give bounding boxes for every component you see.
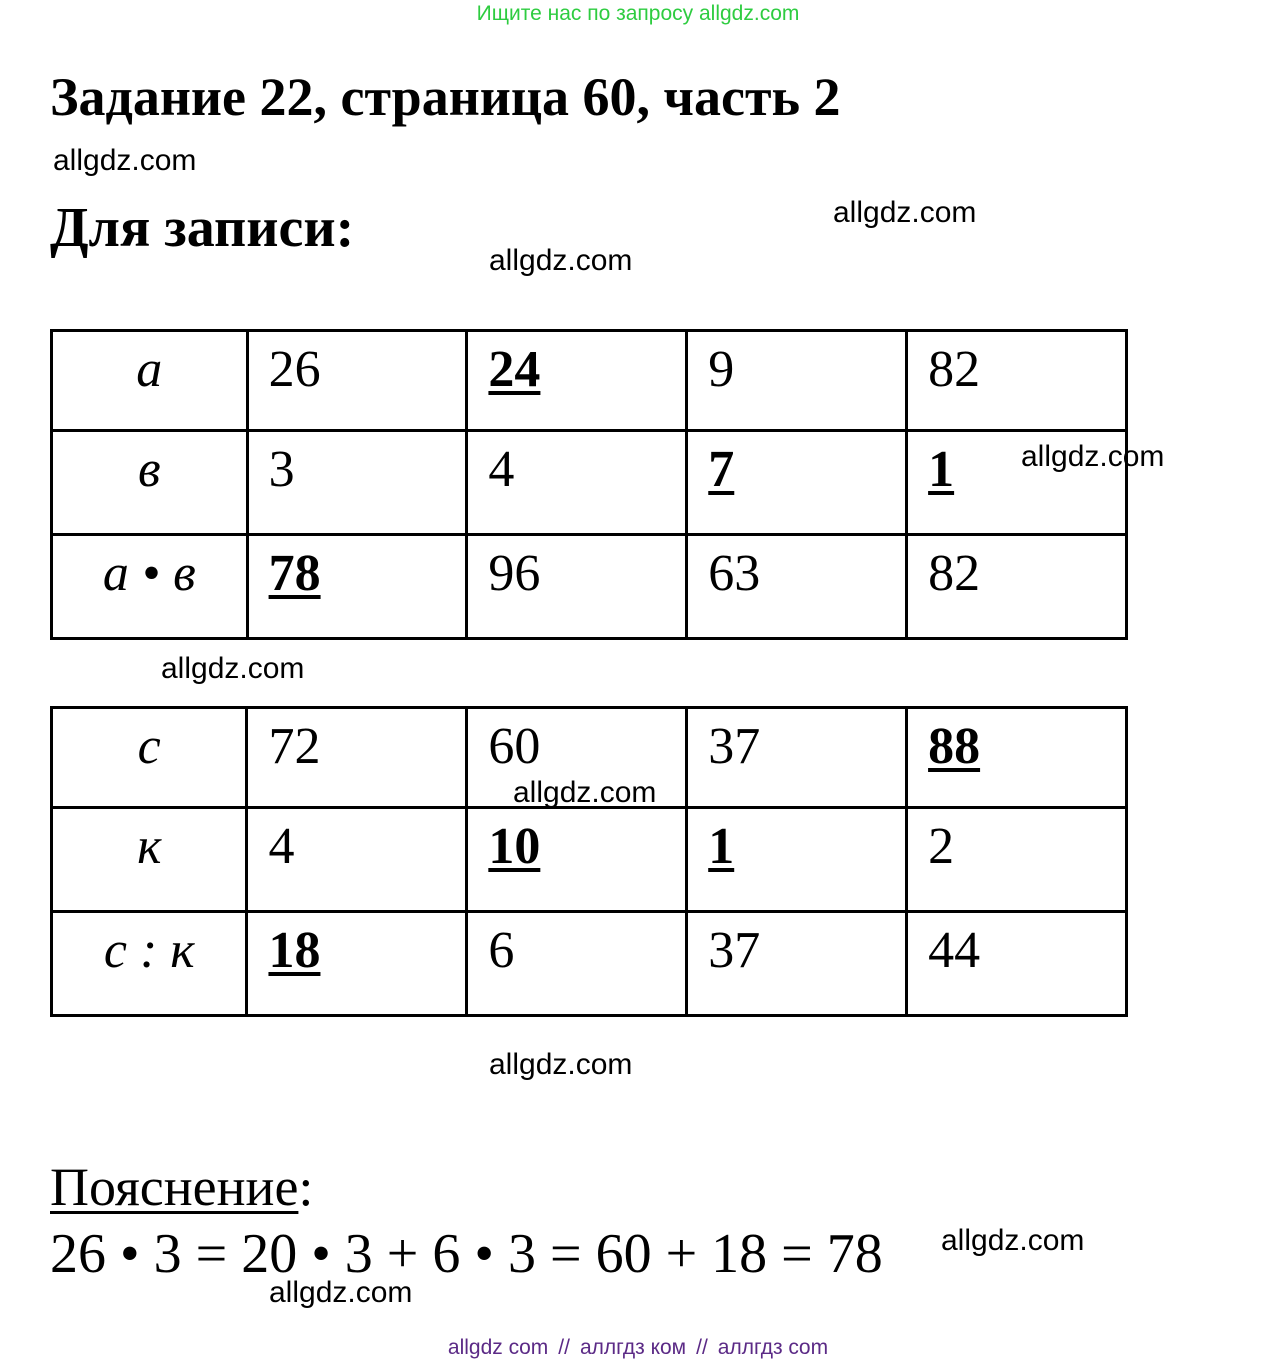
table-cell — [247, 708, 467, 808]
cell-value: 44 — [928, 922, 981, 979]
table-cell — [467, 912, 687, 1016]
cell-value: 7 — [708, 441, 735, 498]
cell-value: 9 — [708, 341, 735, 398]
page-title: Задание 22, страница 60, часть 2 — [50, 67, 841, 127]
row-label-text: с — [137, 718, 161, 775]
watermark: allgdz.com — [941, 1224, 1085, 1257]
table-cell — [687, 535, 907, 639]
footer-separator: // — [558, 1336, 570, 1359]
cell-value: 63 — [708, 545, 761, 602]
watermark: allgdz.com — [513, 776, 657, 809]
row-label-text: а — [136, 341, 163, 398]
footer-link[interactable]: allgdz com — [447, 1336, 549, 1359]
cell-value: 1 — [708, 818, 735, 875]
watermark: allgdz.com — [833, 196, 977, 229]
table-cell — [467, 535, 687, 639]
row-label — [52, 708, 247, 808]
row-label — [52, 912, 247, 1016]
table-multiplication — [50, 329, 1128, 640]
watermark: allgdz.com — [53, 144, 197, 177]
table-cell — [247, 535, 467, 639]
cell-value: 37 — [708, 922, 761, 979]
cell-value: 82 — [928, 341, 981, 398]
row-label-text: с : к — [103, 922, 195, 979]
table-cell — [907, 708, 1127, 808]
table-cell — [467, 808, 687, 912]
table-cell — [907, 912, 1127, 1016]
table-row — [52, 331, 1127, 431]
cell-value: 18 — [268, 922, 321, 979]
table-division — [50, 706, 1128, 1017]
row-label — [52, 535, 248, 639]
watermark: allgdz.com — [161, 652, 305, 685]
cell-value: 4 — [268, 818, 295, 875]
explanation-equation: 26 • 3 = 20 • 3 + 6 • 3 = 60 + 18 = 78 — [50, 1223, 883, 1285]
cell-value: 88 — [928, 718, 981, 775]
top-banner-text[interactable]: Ищите нас по запросу allgdz.com — [476, 2, 800, 25]
table-cell — [687, 331, 907, 431]
watermark: allgdz.com — [489, 1048, 633, 1081]
footer-link[interactable]: аллгдз com — [717, 1336, 829, 1359]
table-cell — [687, 912, 907, 1016]
explanation-colon: : — [298, 1157, 314, 1217]
table-cell — [907, 535, 1127, 639]
row-label — [52, 331, 248, 431]
row-label-text: к — [137, 818, 162, 875]
footer-separator: // — [696, 1336, 708, 1359]
watermark: allgdz.com — [489, 244, 633, 277]
cell-value: 1 — [928, 441, 955, 498]
cell-value: 60 — [488, 718, 541, 775]
table-row — [52, 912, 1127, 1016]
table-cell — [687, 708, 907, 808]
table-cell — [907, 808, 1127, 912]
section-title: Для записи: — [50, 197, 355, 259]
cell-value: 37 — [708, 718, 761, 775]
cell-value: 24 — [488, 341, 541, 398]
table-cell — [247, 431, 467, 535]
watermark: allgdz.com — [1021, 440, 1165, 473]
table-row — [52, 535, 1127, 639]
cell-value: 96 — [488, 545, 541, 602]
cell-value: 10 — [488, 818, 541, 875]
cell-value: 82 — [928, 545, 981, 602]
row-label-text: в — [138, 441, 161, 498]
top-banner[interactable] — [0, 2, 1276, 26]
table-cell — [907, 331, 1127, 431]
table-cell — [247, 912, 467, 1016]
explanation-label-text: Пояснение — [50, 1157, 299, 1217]
table-row — [52, 808, 1127, 912]
table-cell — [687, 431, 907, 535]
cell-value: 78 — [268, 545, 321, 602]
cell-value: 3 — [268, 441, 295, 498]
table-cell — [247, 331, 467, 431]
table-cell — [687, 808, 907, 912]
footer-links — [0, 1336, 1276, 1360]
cell-value: 4 — [488, 441, 515, 498]
explanation-label — [50, 1156, 313, 1218]
table-cell — [467, 431, 687, 535]
table-cell — [467, 331, 687, 431]
row-label-text: а • в — [102, 545, 196, 602]
row-label — [52, 431, 248, 535]
row-label — [52, 808, 247, 912]
cell-value: 72 — [268, 718, 321, 775]
cell-value: 26 — [268, 341, 321, 398]
watermark: allgdz.com — [269, 1276, 413, 1309]
cell-value: 6 — [488, 922, 515, 979]
cell-value: 2 — [928, 818, 955, 875]
table-row — [52, 431, 1127, 535]
footer-link[interactable]: аллгдз ком — [579, 1336, 687, 1359]
table-cell — [247, 808, 467, 912]
